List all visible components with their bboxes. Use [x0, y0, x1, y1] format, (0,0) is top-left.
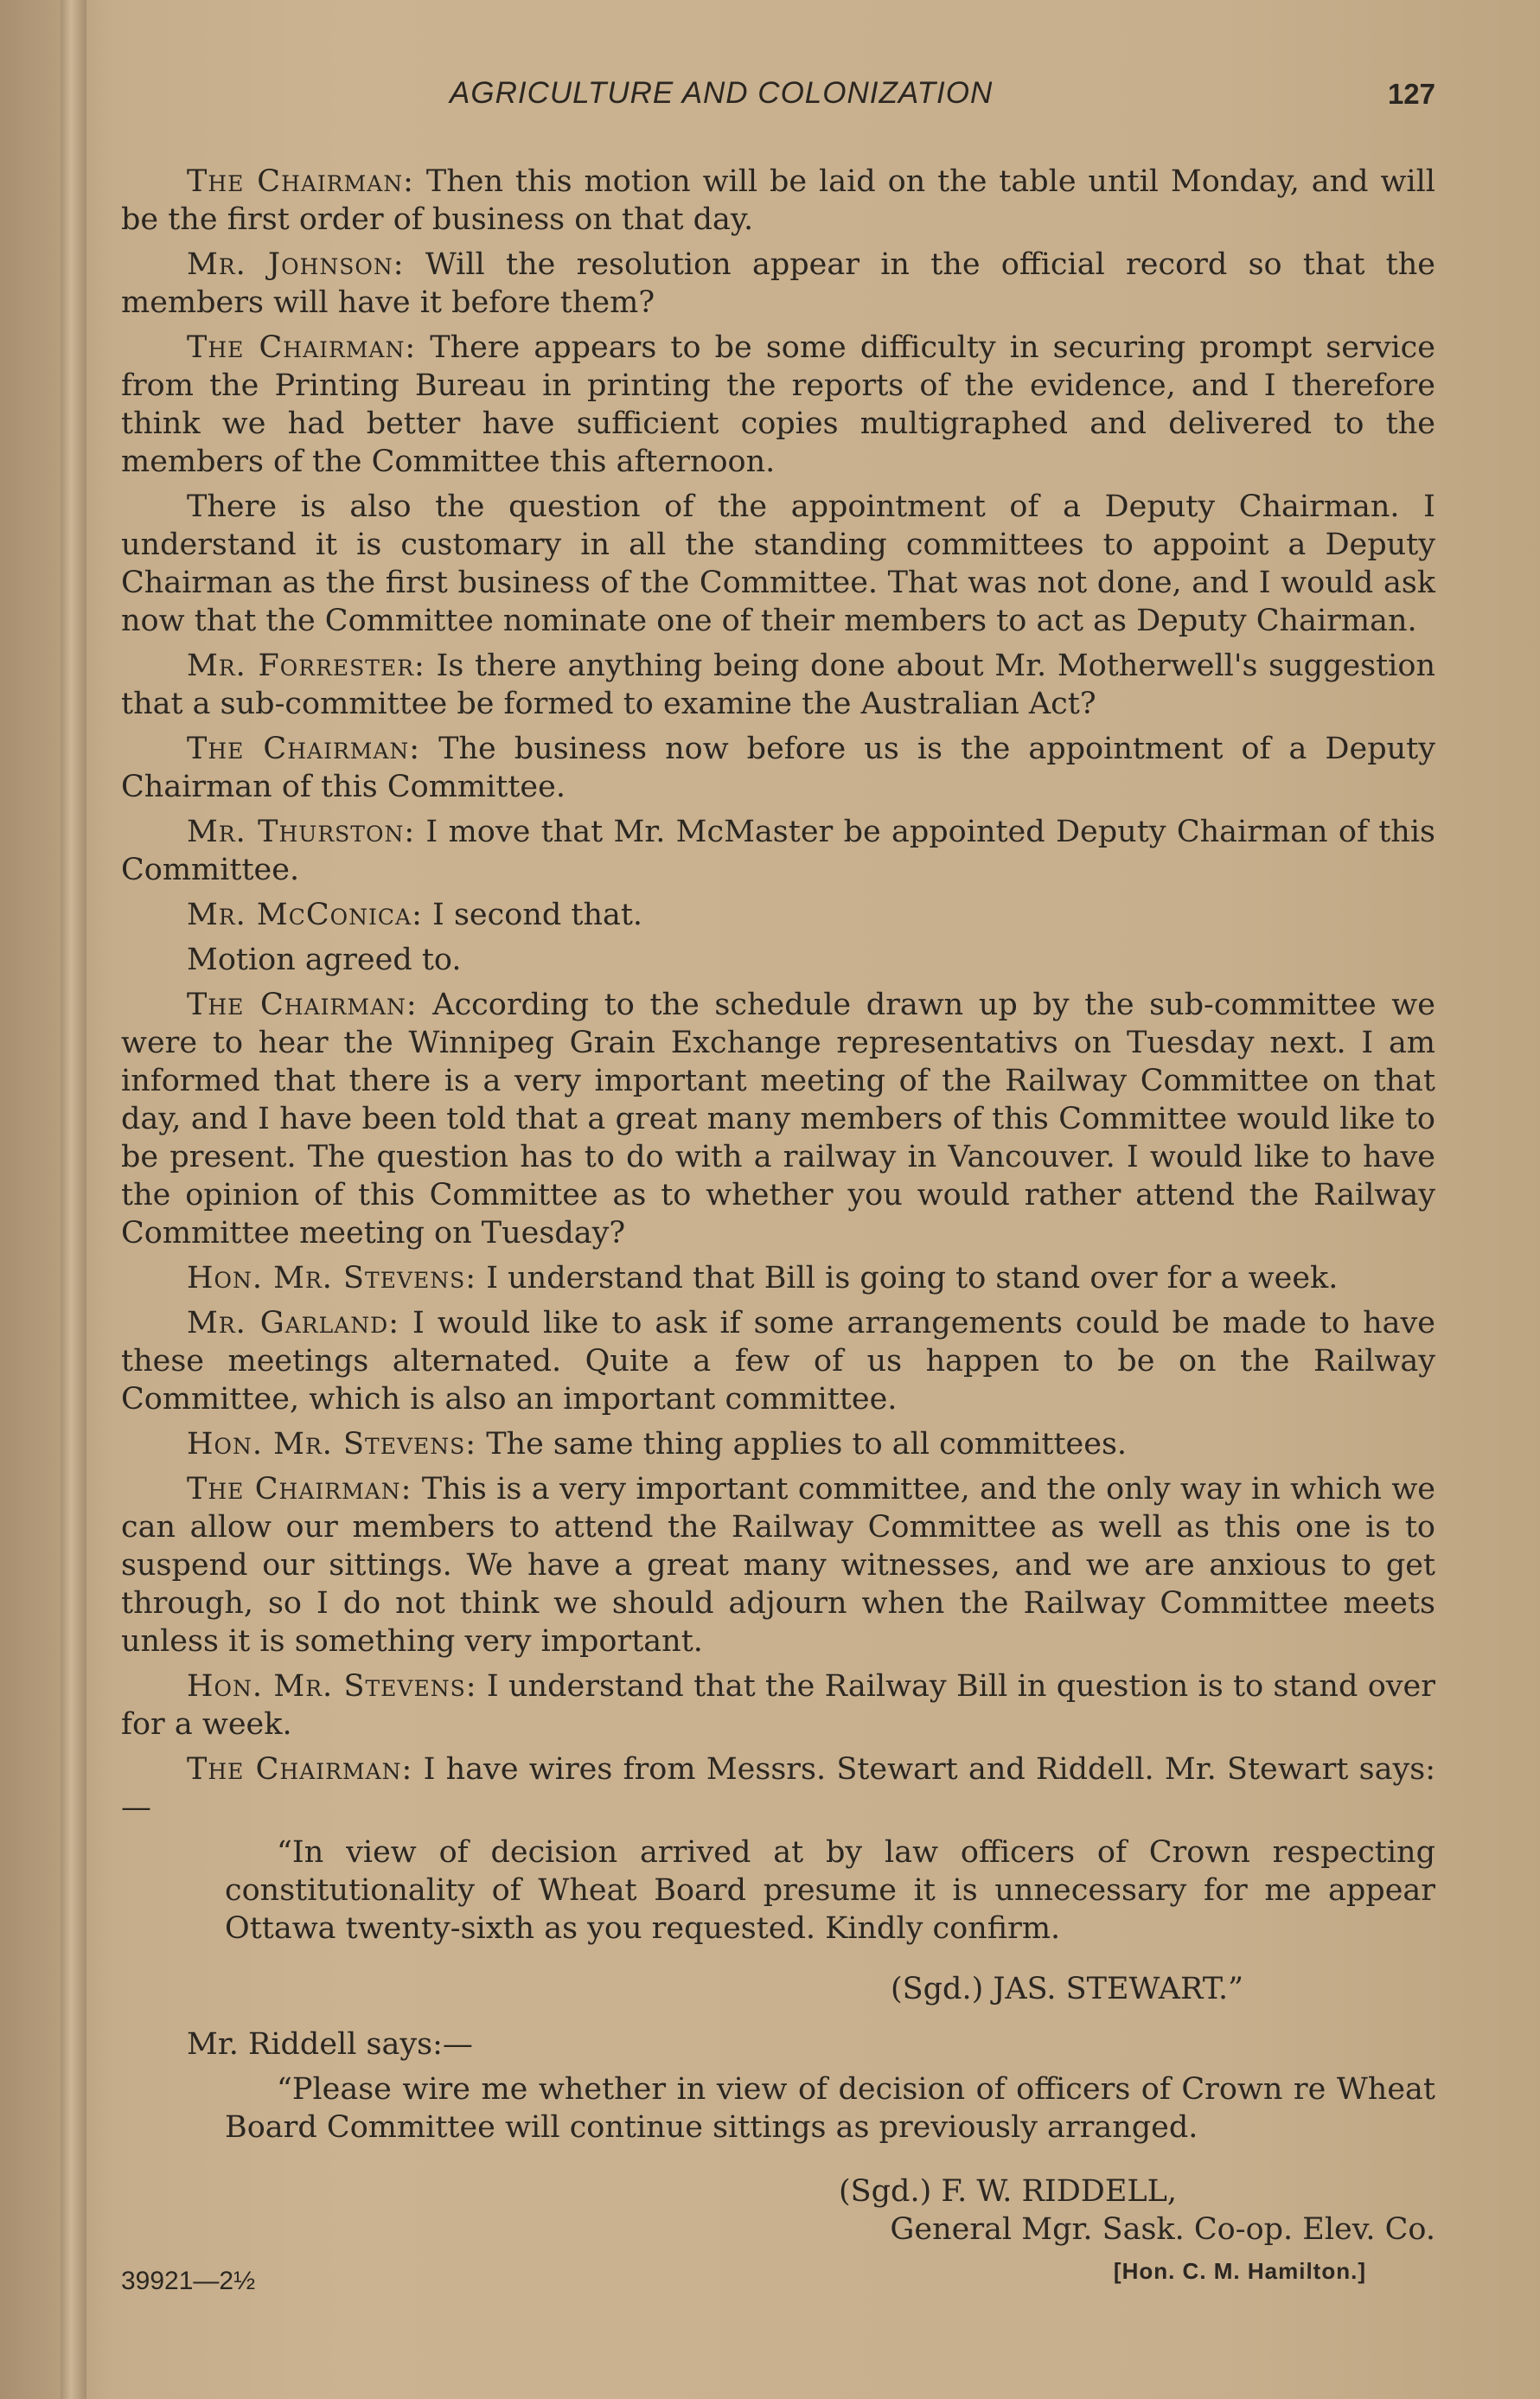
- transcript-paragraph: [121, 1259, 1435, 1297]
- transcript-paragraph: [121, 730, 1435, 806]
- speech-text: There appears to be some difficulty in securing prompt service from the Printing Bureau in printing the reports of the evidence, and I therefore think we had better have sufficient copies multigraphed and delivered to the members of the Committee this afternoon.: [121, 330, 1435, 479]
- transcript-paragraph: [121, 1750, 1435, 1826]
- speech-text: Motion agreed to.: [187, 943, 462, 977]
- speaker-name: The Chairman:: [187, 732, 421, 766]
- riddell-signature-block: [121, 2172, 1435, 2295]
- transcript-paragraph: [121, 1425, 1435, 1463]
- editor-note: [Hon. C. M. Hamilton.]: [1113, 2258, 1366, 2284]
- speaker-name: The Chairman:: [187, 1472, 412, 1507]
- speaker-name: Mr. Forrester:: [187, 649, 425, 683]
- transcript-paragraph: [121, 163, 1435, 239]
- riddell-title: General Mgr. Sask. Co-op. Elev. Co.: [890, 2212, 1435, 2247]
- speech-text: Then this motion will be laid on the table until Monday, and will be the first order of business on that day.: [121, 164, 1435, 237]
- transcript-paragraph: [121, 329, 1435, 481]
- speaker-name: Mr. McConica:: [187, 898, 423, 932]
- speaker-name: The Chairman:: [187, 164, 414, 199]
- speaker-name: Mr. Johnson:: [187, 247, 405, 282]
- speech-text: According to the schedule drawn up by the sub-committee we were to hear the Winnipeg Grain Exchange representativs on Tuesday next. I am informed that there is a very important meeting of the Railway Committee on that day, and I have been told that a great many members of this Committee would like to be present. The question has to do with a railway in Vancouver. I would like to have the opinion of this Committee as to whether you would rather attend the Railway Committee meeting on Tuesday?: [121, 988, 1435, 1251]
- speaker-name: Hon. Mr. Stevens:: [187, 1261, 477, 1295]
- speech-text: I have wires from Messrs. Stewart and Riddell. Mr. Stewart says:—: [121, 1752, 1435, 1825]
- page-number: 127: [1387, 78, 1435, 110]
- speaker-name: Mr. Thurston:: [187, 815, 416, 849]
- running-head: AGRICULTURE AND COLONIZATION: [450, 76, 994, 110]
- transcript-paragraph: [121, 813, 1435, 889]
- transcript-paragraph: [121, 1304, 1435, 1418]
- transcript-paragraph: [121, 941, 1435, 979]
- speech-text: Is there anything being done about Mr. Motherwell's suggestion that a sub-committee be formed to examine the Australian Act?: [121, 649, 1435, 721]
- speech-text: I second that.: [422, 898, 643, 932]
- transcript-paragraph: [121, 1470, 1435, 1660]
- transcript-body: [121, 163, 1436, 2295]
- speech-text: I would like to ask if some arrangements could be made to have these meetings alternated. Quite a few of us happen to be on the Railway Committee, which is also an important committee.: [121, 1306, 1435, 1417]
- riddell-signature: (Sgd.) F. W. RIDDELL,: [839, 2174, 1177, 2209]
- speech-text: I understand that Bill is going to stand over for a week.: [476, 1261, 1339, 1295]
- speech-text: The same thing applies to all committees.: [476, 1427, 1128, 1462]
- riddell-telegram: “Please wire me whether in view of decision of officers of Crown re Wheat Board Committee will continue sittings as previously arranged.: [225, 2072, 1435, 2145]
- speaker-name: Hon. Mr. Stevens:: [187, 1669, 477, 1704]
- page-header: [121, 76, 1435, 118]
- paragraph-list: [121, 163, 1435, 1826]
- speech-text: I understand that the Railway Bill in question is to stand over for a week.: [121, 1669, 1436, 1742]
- speech-text: The business now before us is the appointment of a Deputy Chairman of this Committee.: [121, 732, 1435, 804]
- footer-code: 39921—2½: [121, 2267, 256, 2295]
- speaker-name: The Chairman:: [187, 1752, 413, 1787]
- speaker-name: Mr. Garland:: [187, 1306, 399, 1340]
- speaker-name: The Chairman:: [187, 988, 418, 1022]
- adjacent-page-bleed: [0, 0, 69, 2399]
- speech-text: Will the resolution appear in the official record so that the members will have it before them?: [121, 247, 1435, 320]
- speaker-name: The Chairman:: [187, 330, 417, 365]
- stewart-signature: (Sgd.) JAS. STEWART.”: [891, 1972, 1243, 2006]
- transcript-paragraph: [121, 986, 1435, 1252]
- speech-text: There is also the question of the appointment of a Deputy Chairman. I understand it is customary in all the standing committees to appoint a Deputy Chairman as the first business of the Committee. That was not done, and I would ask now that the Committee nominate one of their members to act as Deputy Chairman.: [121, 489, 1435, 638]
- speech-text: This is a very important committee, and the only way in which we can allow our members to attend the Railway Committee as well as this one is to suspend our sittings. We have a great many witnesses, and we are anxious to get through, so I do not think we should adjourn when the Railway Committee meets unless it is something very important.: [121, 1472, 1435, 1659]
- speech-text: I move that Mr. McMaster be appointed Deputy Chairman of this Committee.: [121, 815, 1435, 887]
- speaker-name: Hon. Mr. Stevens:: [187, 1427, 477, 1462]
- transcript-paragraph: [121, 647, 1435, 723]
- transcript-paragraph: [121, 246, 1435, 322]
- transcript-paragraph: [121, 488, 1435, 640]
- stewart-telegram: “In view of decision arrived at by law officers of Crown respecting constitutionality of Wheat Board presume it is unnecessary for me appear Ottawa twenty-sixth as you requested. Kindly confirm.: [225, 1835, 1435, 1946]
- transcript-paragraph: [121, 896, 1435, 934]
- riddell-intro: Mr. Riddell says:—: [187, 2027, 473, 2062]
- transcript-paragraph: [121, 1667, 1435, 1743]
